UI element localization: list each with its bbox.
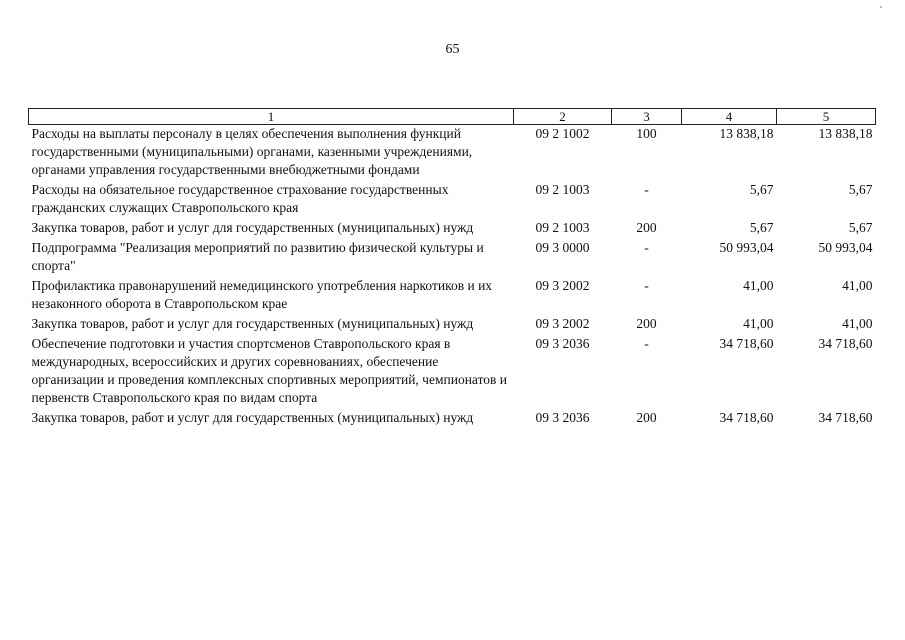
row-code: 09 2 1003 (535, 220, 590, 235)
row-type: 200 (636, 316, 657, 331)
table-header (29, 109, 876, 125)
row-amount-1: 50 993,04 (719, 240, 774, 255)
page-number: 65 (445, 42, 460, 57)
row-type: - (644, 336, 649, 351)
budget-table (28, 108, 876, 429)
row-code: 09 2 1002 (535, 126, 590, 141)
row-code: 09 3 2002 (535, 316, 590, 331)
header-col-3: 3 (612, 109, 682, 125)
row-amount-2: 5,67 (848, 220, 873, 235)
row-name: Закупка товаров, работ и услуг для государственных (муниципальных) нужд (31, 220, 474, 235)
row-type: - (644, 182, 649, 197)
table-row (29, 335, 876, 409)
row-amount-2: 41,00 (842, 278, 873, 293)
row-amount-2: 5,67 (848, 182, 873, 197)
row-amount-2: 13 838,18 (818, 126, 873, 141)
row-amount-1: 34 718,60 (719, 336, 774, 351)
row-code: 09 3 0000 (535, 240, 590, 255)
row-type: - (644, 278, 649, 293)
table-row (29, 315, 876, 335)
row-name: Подпрограмма "Реализация мероприятий по развитию физической культуры и спорта" (31, 240, 484, 273)
table-row (29, 125, 876, 182)
header-col-5: 5 (777, 109, 876, 125)
row-amount-1: 41,00 (743, 316, 774, 331)
row-type: 200 (636, 410, 657, 425)
header-col-1: 1 (29, 109, 514, 125)
header-col-4: 4 (682, 109, 777, 125)
table-row (29, 277, 876, 315)
row-name: Расходы на обязательное государственное страхование государственных гражданских служащих Ставропольского края (31, 182, 449, 215)
row-type: - (644, 240, 649, 255)
header-col-2: 2 (514, 109, 612, 125)
row-amount-1: 5,67 (749, 182, 774, 197)
row-code: 09 3 2036 (535, 410, 590, 425)
table-row (29, 239, 876, 277)
row-code: 09 3 2036 (535, 336, 590, 351)
row-type: 100 (636, 126, 657, 141)
row-amount-2: 34 718,60 (818, 410, 873, 425)
row-name: Закупка товаров, работ и услуг для государственных (муниципальных) нужд (31, 410, 474, 425)
row-name: Расходы на выплаты персоналу в целях обеспечения выполнения функций государственными (муниципальными) органами, казенными учреждениями, органами управления государственными внебюджетными фондами (31, 126, 473, 177)
row-code: 09 2 1003 (535, 182, 590, 197)
table-row (29, 409, 876, 429)
row-amount-2: 34 718,60 (818, 336, 873, 351)
row-type: 200 (636, 220, 657, 235)
scan-speck (880, 6, 882, 8)
row-amount-1: 5,67 (749, 220, 774, 235)
row-amount-2: 41,00 (842, 316, 873, 331)
header-row (29, 109, 876, 125)
table-body (29, 125, 876, 430)
table-row (29, 181, 876, 219)
row-code: 09 3 2002 (535, 278, 590, 293)
row-amount-1: 34 718,60 (719, 410, 774, 425)
row-name: Закупка товаров, работ и услуг для государственных (муниципальных) нужд (31, 316, 474, 331)
row-amount-1: 41,00 (743, 278, 774, 293)
row-amount-2: 50 993,04 (818, 240, 873, 255)
row-amount-1: 13 838,18 (719, 126, 774, 141)
row-name: Профилактика правонарушений немедицинского употребления наркотиков и их незаконного оборота в Ставропольском крае (31, 278, 493, 311)
table-row (29, 219, 876, 239)
row-name: Обеспечение подготовки и участия спортсменов Ставропольского края в международных, всероссийских и других соревнованиях, обеспечение организации и проведения комплексных спортивных мероприятий, чемпионатов и первенств Ставропольского края по видам спорта (31, 336, 508, 405)
